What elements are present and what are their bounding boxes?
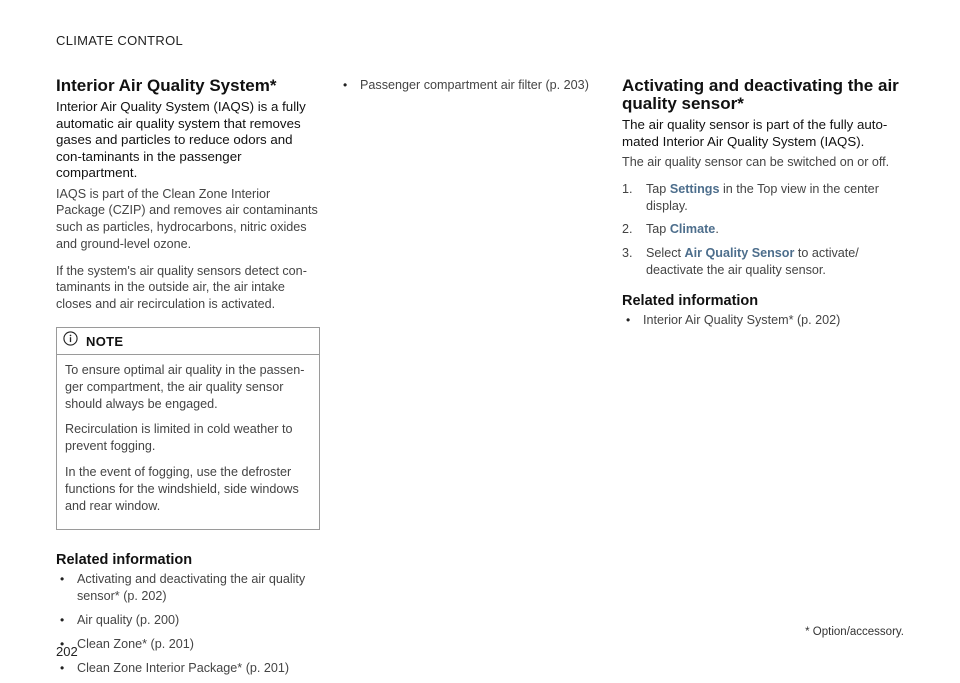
related-link[interactable]: • Passenger compartment air filter (p. 203)	[339, 77, 609, 94]
step-number: 3.	[622, 246, 633, 261]
menu-settings[interactable]: Settings	[669, 181, 720, 196]
lead-paragraph: Interior Air Quality System (IAQS) is a fully automatic air quality system that removes gases and particles to reduce odors and con-taminants in the passenger compartment.	[56, 99, 306, 180]
note-paragraph: In the event of fogging, use the defroster functions for the windshield, side windows and rear window.	[65, 465, 299, 513]
related-list-continued	[339, 77, 609, 94]
section-header: CLIMATE CONTROL	[56, 33, 184, 48]
column-2	[339, 77, 609, 101]
menu-air-quality-sensor[interactable]: Air Quality Sensor	[684, 246, 795, 261]
related-link[interactable]: • Activating and deactivating the air quality sensor* (p. 202)	[56, 571, 320, 605]
column-1	[56, 77, 320, 683]
step-item	[622, 221, 907, 238]
step-text: Tap	[646, 222, 670, 237]
note-header	[57, 328, 319, 355]
section-title: Activating and deactivating the air quality sensor*	[622, 76, 899, 113]
lead-paragraph: The air quality sensor is part of the fully auto-mated Interior Air Quality System (IAQS).	[622, 117, 888, 149]
column-3	[622, 77, 907, 336]
related-info-heading: Related information	[56, 552, 193, 569]
step-item	[622, 245, 907, 279]
related-link[interactable]: • Clean Zone Interior Package* (p. 201)	[56, 660, 320, 677]
related-link[interactable]: • Air quality (p. 200)	[56, 612, 320, 629]
note-paragraph: To ensure optimal air quality in the passen-ger compartment, the air quality sensor should always be engaged.	[65, 363, 305, 411]
related-info-heading: Related information	[622, 292, 759, 309]
option-footnote: * Option/accessory.	[805, 626, 904, 638]
step-text: in the Top view in the center display.	[646, 181, 879, 213]
steps-list	[622, 181, 907, 279]
note-body	[57, 355, 319, 529]
body-paragraph: IAQS is part of the Clean Zone Interior Package (CZIP) and removes air contaminants such as particles, hydrocarbons, nitric oxides and ground-level ozone.	[56, 186, 318, 251]
info-circle-icon	[63, 331, 78, 351]
page-number: 202	[56, 644, 78, 659]
step-text: to activate/ deactivate the air quality sensor.	[646, 246, 859, 277]
related-link[interactable]: • Clean Zone* (p. 201)	[56, 636, 320, 653]
step-number: 1.	[622, 181, 633, 196]
body-paragraph: If the system's air quality sensors detect con-taminants in the outside air, the air intake closes and air recirculation is activated.	[56, 263, 307, 312]
note-box	[56, 327, 320, 530]
related-list	[622, 312, 907, 329]
related-link[interactable]: • Interior Air Quality System* (p. 202)	[622, 312, 907, 329]
body-paragraph: The air quality sensor can be switched on or off.	[622, 155, 890, 169]
step-text: Select	[646, 246, 685, 261]
step-number: 2.	[622, 222, 633, 237]
section-title: Interior Air Quality System*	[56, 76, 277, 95]
menu-climate[interactable]: Climate	[669, 222, 716, 237]
note-paragraph: Recirculation is limited in cold weather to prevent fogging.	[65, 422, 293, 454]
step-text: .	[715, 222, 719, 237]
step-text: Tap	[646, 181, 670, 196]
related-list	[56, 571, 320, 676]
step-item	[622, 181, 907, 215]
note-title: NOTE	[86, 333, 124, 349]
